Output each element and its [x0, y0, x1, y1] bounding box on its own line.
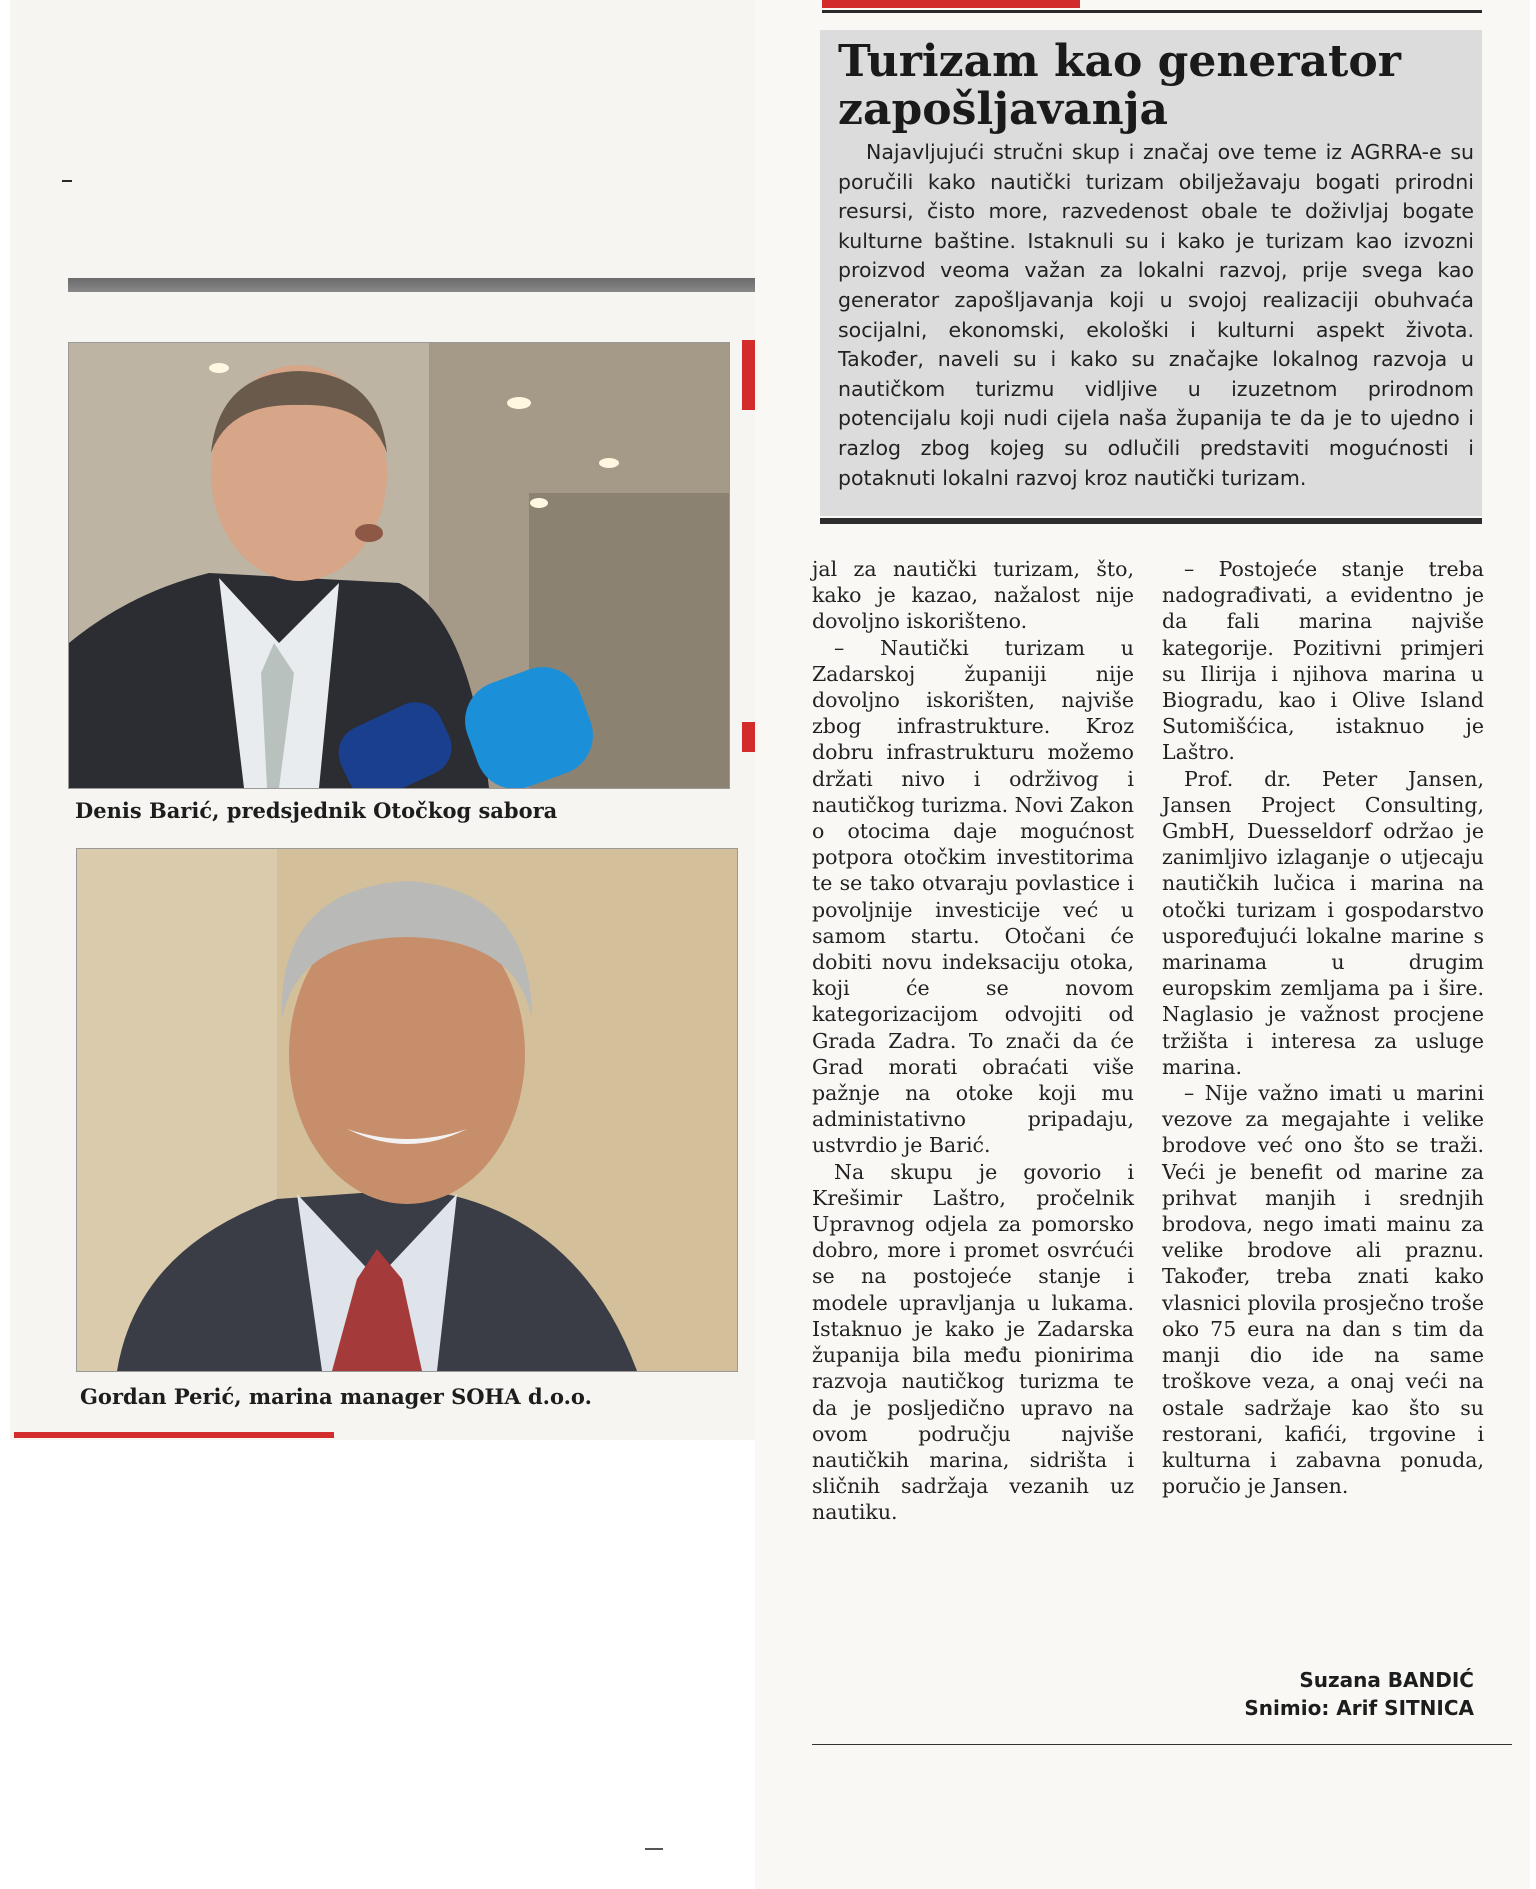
photo-denis-baric: [68, 342, 730, 789]
byline: [1244, 1666, 1474, 1722]
paragraph: Prof. dr. Peter Jansen, Jansen Project Consulting, GmbH, Duesseldorf održao je zanimljivo izlaganje o utjecaju nautičkih lučica i marina na otočki turizam i gospodarstvo uspoređujući lokalne marine s marinama u drugim europskim zemljama pa i šire. Naglasio je važnost procjene tržišta i interesa za usluge marina.: [1162, 766, 1484, 1079]
paragraph: – Nije važno imati u marini vezove za megajahte i velike brodove već ono što se traži. Veći je benefit od marine za prihvat manjih i srednjih brodova, nego imati mainu za velike brodove ali praznu. Također, treba znati kako vlasnici plovila prosječno troše oko 75 eura na dan s tim da manji dio ide na same troškove veza, a onaj veći na ostale sadržaje kao što su restorani, kafići, trgovine i kulturna i zabavna ponuda, poručio je Jansen.: [1162, 1081, 1484, 1499]
scan-mark: [645, 1848, 663, 1850]
paragraph: Na skupu je govorio i Krešimir Laštro, pročelnik Upravnog odjela za pomorsko dobro, more i promet osvrćući se na postojeće stanje i modele upravljanja u lukama. Istaknuo je kako je Zadarska županija bila među pionirima razvoja nautičkog turizma te da je posljedično upravo na ovom području najviše nautičkih marina, sidrišta i sličnih sadržaja vezanih uz nautiku.: [812, 1159, 1134, 1525]
article-column-1: [812, 556, 1134, 1526]
author-name: Suzana BANDIĆ: [1299, 1668, 1474, 1692]
red-accent-mark: [742, 340, 756, 410]
photo2-caption: Gordan Perić, marina manager SOHA d.o.o.: [80, 1384, 592, 1409]
photo-illustration: [69, 343, 729, 788]
photo-illustration: [77, 849, 737, 1371]
article-column-2: [1162, 556, 1484, 1499]
bottom-rule: [812, 1744, 1512, 1745]
photo1-caption: Denis Barić, predsjednik Otočkog sabora: [75, 798, 558, 823]
red-accent-mark: [14, 1432, 334, 1438]
red-accent-bar: [822, 0, 1080, 8]
red-accent-mark: [742, 722, 756, 752]
paragraph: – Nautički turizam u Zadarskoj županiji nije dovoljno iskorišten, najviše zbog infrastrukture. Kroz dobru infrastrukturu možemo držati nivo i održivog i nautičkog turizma. Novi Zakon o otocima daje mogućnost potpora otočkim investitorima te se tako otvaraju povlastice i povoljnije investicije već u samom startu. Otočani će dobiti novu indeksaciju otoka, koji će se novom kategorizacijom odvojiti od Grada Zadra. To znači da će Grad morati obraćati više pažnje na otoke koji mu administativno pripadaju, ustvrdio je Barić.: [812, 635, 1134, 1158]
paragraph: – Postojeće stanje treba nadograđivati, a evidentno je da fali marina najviše kategorije. Pozitivni primjeri su Ilirija i njihova marina u Biogradu, kao i Olive Island Sutomišćica, istaknuo je Laštro.: [1162, 557, 1484, 765]
top-rule: [822, 10, 1482, 13]
photo-gordan-peric: [76, 848, 738, 1372]
intro-box-rule: [820, 518, 1482, 524]
divider-bar: [68, 278, 758, 292]
headline-line-1: Turizam kao generator: [838, 36, 1401, 87]
headline-line-2: zapošljavanja: [838, 84, 1169, 135]
article-lead: Najavljujući stručni skup i značaj ove teme iz AGRRA-e su poručili kako nautički turizam obilježavaju bogati prirodni resursi, čisto more, razvedenost obale te doživljaj bogate kulturne baštine. Istaknuli su i kako je turizam kao izvozni proizvod veoma važan za lokalni razvoj, prije svega kao generator zapošljavanja koji u svojoj realizaciji obuhvaća socijalni, ekonomski, ekološki i kulturni aspekt života. Također, naveli su i kako su značajke lokalnog razvoja u nautičkom turizmu vidljive u izuzetnom prirodnom potencijalu koji nudi cijela naša županija te da je to ujedno i razlog zbog kojeg su odlučili predstaviti mogućnosti i potaknuti lokalni razvoj kroz nautički turizam.: [838, 140, 1474, 490]
article-headline: [838, 38, 1478, 134]
photographer-credit: Snimio: Arif SITNICA: [1244, 1696, 1474, 1720]
paragraph: jal za nautički turizam, što, kako je kazao, nažalost nije dovoljno iskorišteno.: [812, 557, 1134, 634]
